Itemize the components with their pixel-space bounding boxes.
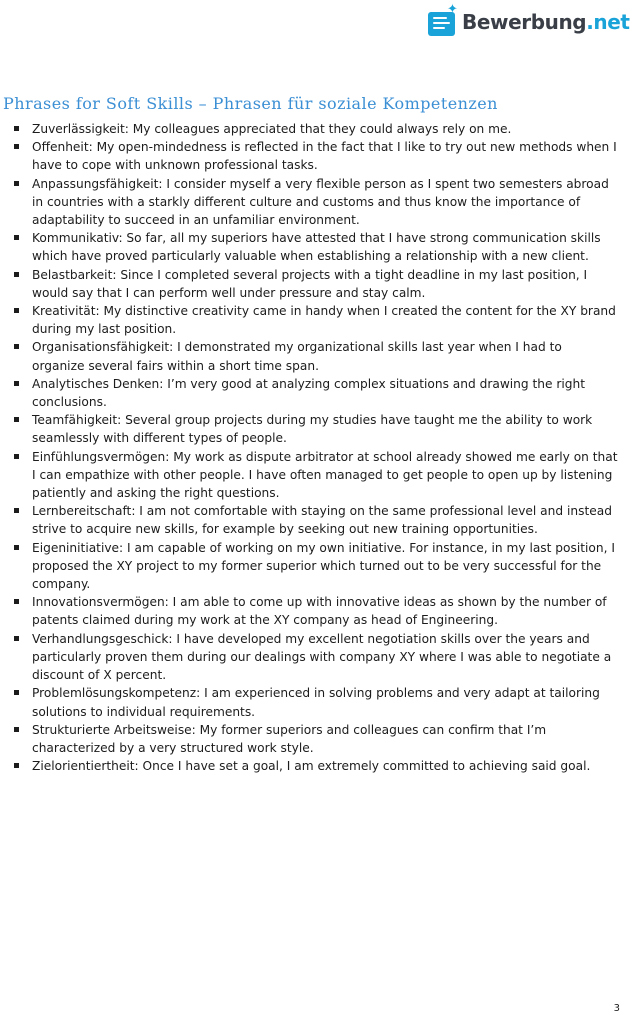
bullet-icon: [14, 417, 19, 422]
bullet-icon: [14, 599, 19, 604]
list-item: [14, 266, 618, 302]
list-item: [14, 502, 618, 538]
list-item-text: Zielorientiertheit: Once I have set a goal, I am extremely committed to achieving said goal.: [32, 759, 591, 774]
bullet-icon: [14, 636, 19, 641]
list-item: [14, 338, 618, 374]
brand-logo: [428, 2, 630, 42]
list-item-text: Eigeninitiative: I am capable of working on my own initiative. For instance, in my last position, I proposed the XY project to my former superior which turned out to be very successful for the company.: [32, 540, 615, 592]
bullet-icon: [14, 690, 19, 695]
list-item-text: Teamfähigkeit: Several group projects during my studies have taught me the ability to work seamlessly with different types of people.: [32, 413, 593, 446]
list-item: [14, 138, 618, 174]
list-item: [14, 448, 618, 503]
bullet-icon: [14, 144, 19, 149]
list-item: [14, 630, 618, 685]
list-item-text: Verhandlungsgeschick: I have developed my excellent negotiation skills over the years and particularly proven them during our dealings with company XY where I was able to negotiate a discount of X percent.: [32, 631, 612, 683]
list-item-text: Offenheit: My open-mindedness is reflected in the fact that I like to try out new methods when I have to cope with unknown professional tasks.: [32, 140, 617, 173]
bullet-icon: [14, 763, 19, 768]
list-item-text: Lernbereitschaft: I am not comfortable with staying on the same professional level and instead strive to acquire new skills, for example by seeking out new training opportunities.: [32, 504, 612, 537]
list-item: [14, 684, 618, 720]
soft-skills-list: [14, 120, 618, 775]
page-title: Phrases for Soft Skills – Phrasen für soziale Kompetenzen: [3, 94, 498, 113]
list-item-text: Belastbarkeit: Since I completed several projects with a tight deadline in my last position, I would say that I can perform well under pressure and stay calm.: [32, 267, 588, 300]
list-item-text: Strukturierte Arbeitsweise: My former superiors and colleagues can confirm that I’m characterized by a very structured work style.: [32, 722, 547, 755]
list-item: [14, 120, 618, 138]
list-item: [14, 411, 618, 447]
list-item: [14, 375, 618, 411]
bullet-icon: [14, 181, 19, 186]
list-item: [14, 302, 618, 338]
logo-name: Bewerbung: [462, 10, 587, 34]
bullet-icon: [14, 454, 19, 459]
bullet-icon: [14, 508, 19, 513]
bullet-icon: [14, 272, 19, 277]
bullet-icon: [14, 235, 19, 240]
list-item-text: Innovationsvermögen: I am able to come up with innovative ideas as shown by the number of patents claimed during my work at the XY company as head of Engineering.: [32, 595, 607, 628]
list-item-text: Einfühlungsvermögen: My work as dispute arbitrator at school already showed me early on that I can empathize with other people. I have often managed to get people to open up by listening patiently and asking the right questions.: [32, 449, 618, 501]
list-item-text: Zuverlässigkeit: My colleagues appreciated that they could always rely on me.: [32, 122, 512, 136]
list-item: [14, 593, 618, 629]
logo-tld: .net: [586, 10, 630, 34]
list-item-text: Anpassungsfähigkeit: I consider myself a very flexible person as I spent two semesters abroad in countries with a starkly different culture and customs and thus know the importance of adaptability to succeed in an unfamiliar environment.: [32, 176, 609, 228]
bullet-icon: [14, 381, 19, 386]
list-item-text: Kreativität: My distinctive creativity came in handy when I created the content for the XY brand during my last position.: [32, 304, 616, 337]
bullet-icon: [14, 545, 19, 550]
page-number: 3: [613, 1003, 620, 1014]
list-item-text: Organisationsfähigkeit: I demonstrated my organizational skills last year when I had to organize several fairs within a short time span.: [32, 340, 562, 373]
list-item-text: Kommunikativ: So far, all my superiors have attested that I have strong communication skills which have proved particularly valuable when establishing a relationship with a new client.: [32, 231, 601, 264]
list-item-text: Problemlösungskompetenz: I am experienced in solving problems and very adapt at tailoring solutions to individual requirements.: [32, 686, 600, 719]
document-star-icon: ✦: [428, 7, 456, 37]
logo-wordmark: [462, 10, 630, 34]
list-item-text: Analytisches Denken: I’m very good at analyzing complex situations and drawing the right conclusions.: [32, 376, 586, 410]
bullet-icon: [14, 308, 19, 313]
list-item: [14, 721, 618, 757]
bullet-icon: [14, 727, 19, 732]
bullet-icon: [14, 344, 19, 349]
list-item: [14, 757, 618, 775]
list-item: [14, 175, 618, 230]
list-item: [14, 229, 618, 265]
list-item: [14, 539, 618, 594]
bullet-icon: [14, 126, 19, 131]
